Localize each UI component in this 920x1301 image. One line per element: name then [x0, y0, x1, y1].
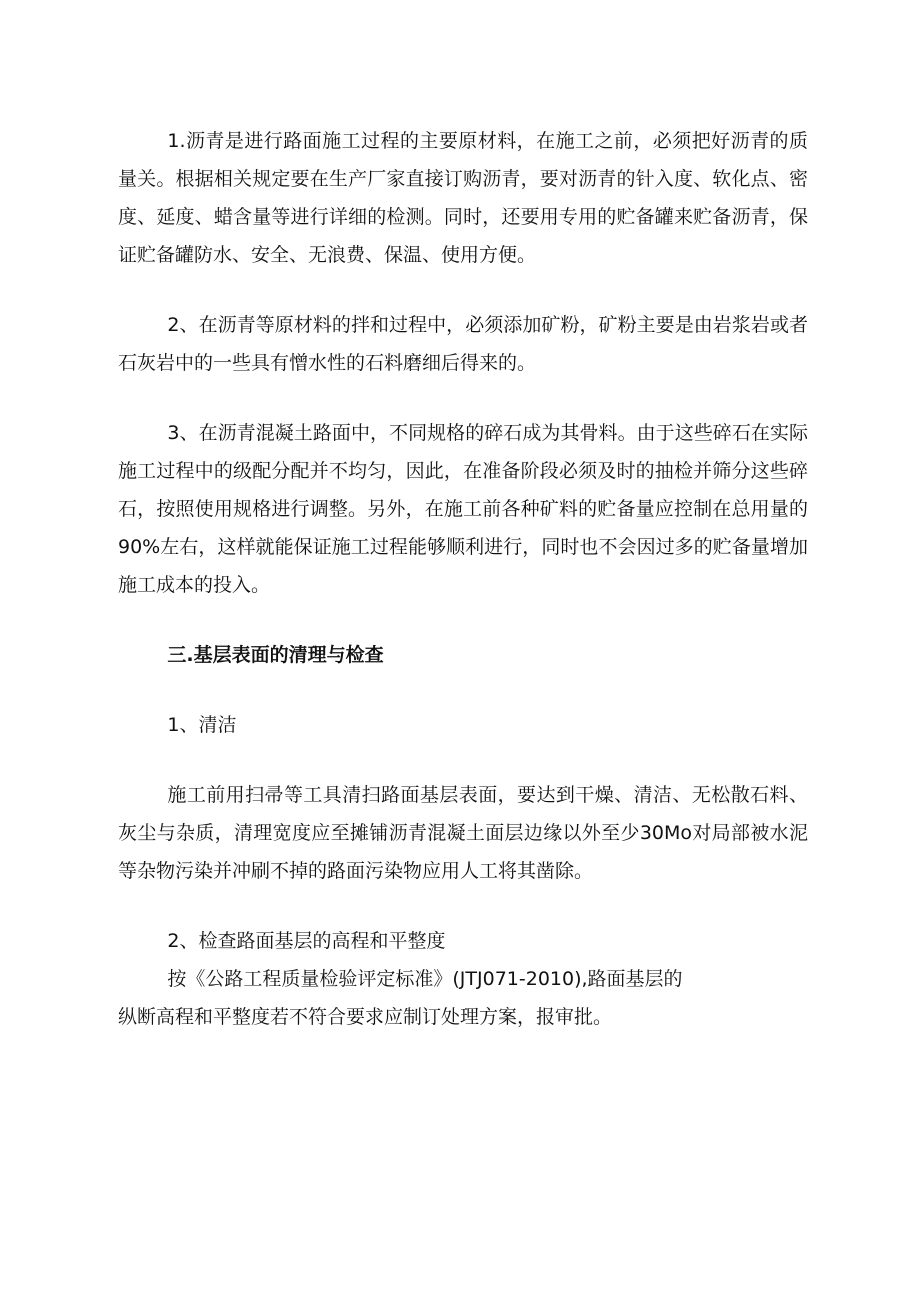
paragraph-mineral-powder: 2、在沥青等原材料的拌和过程中，必须添加矿粉，矿粉主要是由岩浆岩或者石灰岩中的一些具有憎水性的石料磨细后得来的。: [118, 314, 808, 374]
subsection-title-cleaning: 1、清洁: [167, 714, 237, 736]
paragraph-spacer: [118, 274, 808, 306]
paragraph-cleaning: 施工前用扫帚等工具清扫路面基层表面，要达到干燥、清洁、无松散石料、灰尘与杂质，清理宽度应至摊铺沥青混凝土面层边缘以外至少30Mo对局部被水泥等杂物污染并冲刷不掉的路面污染物应用人工将其凿除。: [118, 784, 808, 882]
subsection-title-inspection: 2、检查路面基层的高程和平整度: [167, 930, 446, 952]
inspection-line-2: 纵断高程和平整度若不符合要求应制订处理方案，报审批。: [118, 1006, 613, 1028]
paragraph-spacer: [118, 382, 808, 414]
paragraph-inspection: [118, 960, 808, 1036]
paragraph-aggregate: 3、在沥青混凝土路面中，不同规格的碎石成为其骨料。由于这些碎石在实际施工过程中的级配分配并不均匀，因此，在准备阶段必须及时的抽检并筛分这些碎石，按照使用规格进行调整。另外，在施工前各种矿料的贮备量应控制在总用量的90%左右，这样就能保证施工过程能够顺利进行，同时也不会因过多的贮备量增加施工成本的投入。: [118, 422, 808, 596]
paragraph-spacer: [118, 604, 808, 636]
paragraph-asphalt-material: 1.沥青是进行路面施工过程的主要原材料，在施工之前，必须把好沥青的质量关。根据相关规定要在生产厂家直接订购沥青，要对沥青的针入度、软化点、密度、延度、蜡含量等进行详细的检测。同时，还要用专用的贮备罐来贮备沥青，保证贮备罐防水、安全、无浪费、保温、使用方便。: [118, 130, 808, 266]
inspection-line-1: 按《公路工程质量检验评定标准》(JTJ071-2010),路面基层的: [167, 968, 683, 990]
paragraph-spacer: [118, 890, 808, 922]
paragraph-spacer: [118, 674, 808, 706]
section-heading: 三.基层表面的清理与检查: [167, 644, 384, 666]
document-body: [118, 122, 808, 1036]
paragraph-spacer: [118, 744, 808, 776]
